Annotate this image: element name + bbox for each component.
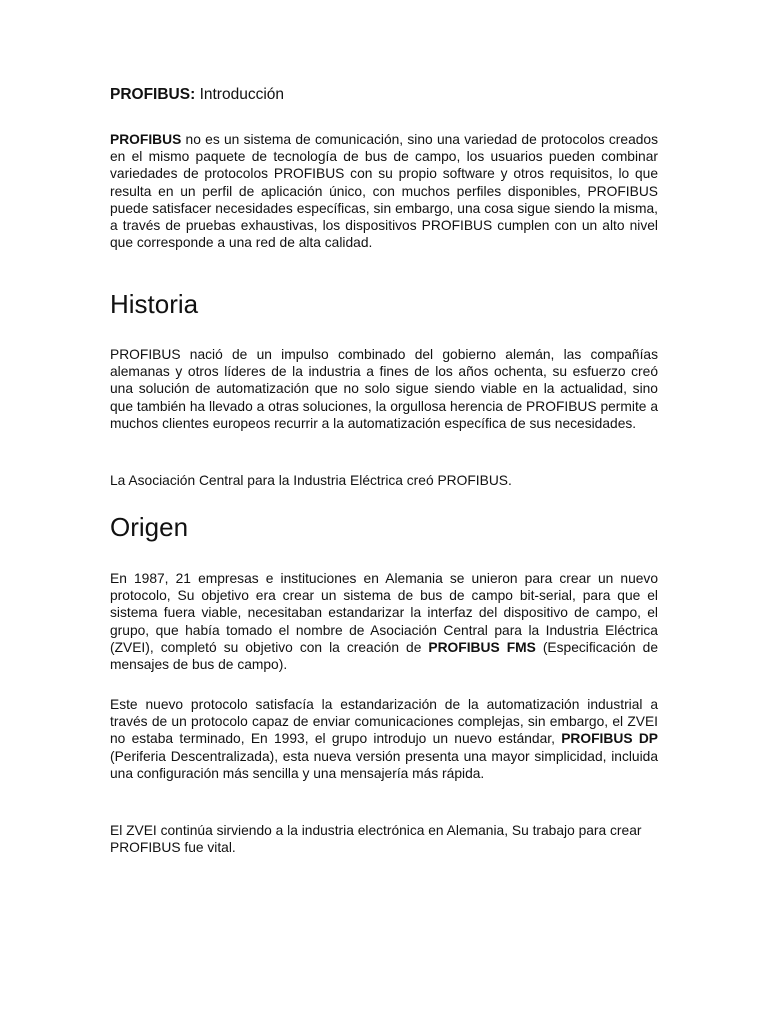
intro-paragraph (110, 131, 658, 251)
origen-paragraph-3: El ZVEI continúa sirviendo a la industria electrónica en Alemania, Su trabajo para crear PROFIBUS fue vital. (110, 823, 642, 856)
origen-paragraph-1 (110, 570, 658, 673)
historia-heading: Historia (110, 289, 199, 319)
origen-p2-bold: PROFIBUS DP (561, 731, 658, 747)
origen-p1-after: (Especificación de mensajes de bus de campo). (110, 639, 658, 673)
origen-paragraph-2 (110, 696, 658, 782)
title-rest: Introducción (199, 86, 285, 103)
historia-paragraph-2: La Asociación Central para la Industria Eléctrica creó PROFIBUS. (110, 473, 512, 488)
origen-p1-bold: PROFIBUS FMS (428, 639, 536, 655)
document-title (110, 84, 658, 106)
title-bold: PROFIBUS: (110, 86, 196, 103)
origen-p2-after: (Periferia Descentralizada), esta nueva versión presenta una mayor simplicidad, incluida una configuración más sencilla y una mensajería más rápida. (110, 748, 658, 781)
historia-paragraph-1: PROFIBUS nació de un impulso combinado del gobierno alemán, las compañías alemanas y otros líderes de la industria a fines de los años ochenta, su esfuerzo creó una solución de automatización que no solo sigue siendo viable en la actualidad, sino que también ha llevado a otras soluciones, la orgullosa herencia de PROFIBUS permite a muchos clientes europeos recurrir a la automatización específica de sus necesidades. (110, 347, 658, 431)
origen-heading: Origen (110, 512, 189, 542)
origen-p2-before: Este nuevo protocolo satisfacía la estandarización de la automatización industrial a través de un protocolo capaz de enviar comunicaciones complejas, sin embargo, el ZVEI no estaba terminado, En 1993, el grupo introdujo un nuevo estándar, (110, 697, 658, 747)
intro-text: no es un sistema de comunicación, sino una variedad de protocolos creados en el mismo paquete de tecnología de bus de campo, los usuarios pueden combinar variedades de protocolos PROFIBUS con su propio software y otros requisitos, lo que resulta en un perfil de aplicación único, con muchos perfiles disponibles, PROFIBUS puede satisfacer necesidades específicas, sin embargo, una cosa sigue siendo la misma, a través de pruebas exhaustivas, los dispositivos PROFIBUS cumplen con un alto nivel que corresponde a una red de alta calidad. (110, 132, 658, 251)
intro-lead: PROFIBUS (110, 132, 182, 147)
origen-p1-before: En 1987, 21 empresas e instituciones en Alemania se unieron para crear un nuevo protocolo, Su objetivo era crear un sistema de bus de campo bit-serial, para que el sistema fuera viable, necesitaban estandarizar la interfaz del dispositivo de campo, el grupo, que había tomado el nombre de Asociación Central para la Industria Eléctrica (ZVEI), completó su objetivo con la creación de (110, 571, 658, 655)
